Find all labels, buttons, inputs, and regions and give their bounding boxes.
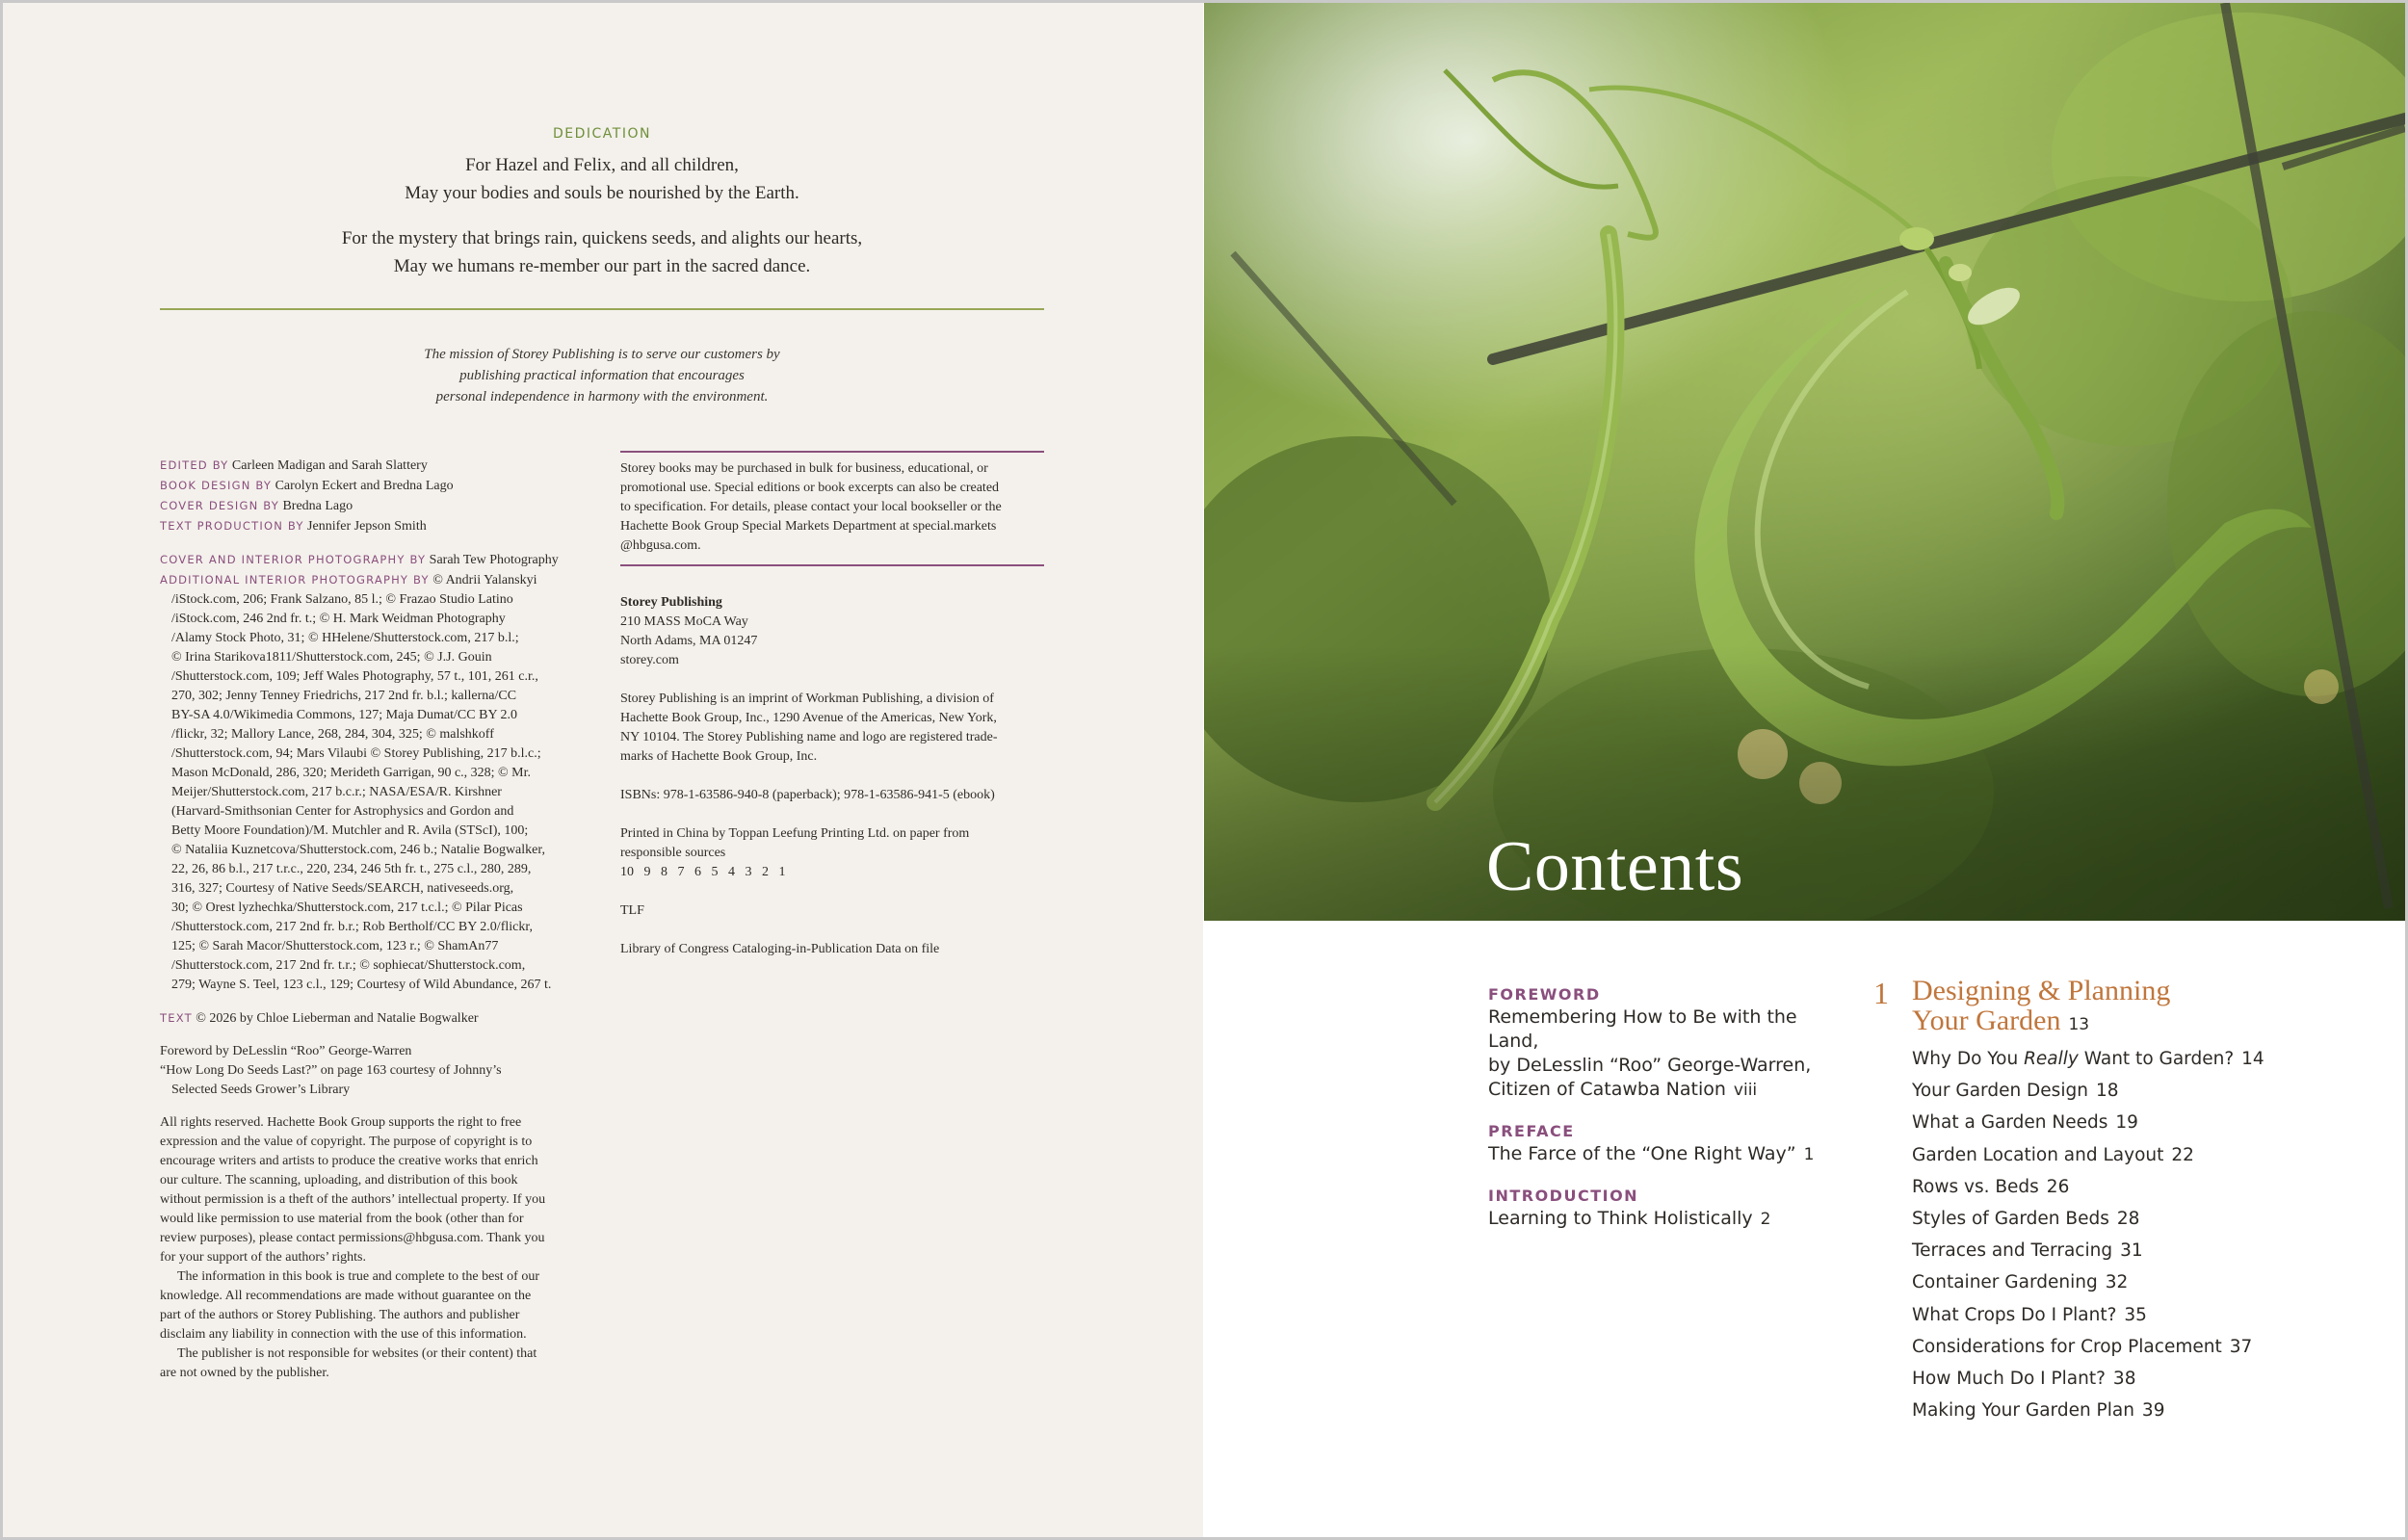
additional-photo-credits (160, 590, 591, 995)
credit-value: Carleen Madigan and Sarah Slattery (231, 458, 428, 473)
entry-text: Container Gardening (1912, 1272, 2098, 1293)
mission-line: publishing practical information that encourages (459, 368, 745, 383)
credit-line (160, 456, 591, 476)
printed-line: Printed in China by Toppan Leefung Printing Ltd. on paper from (620, 826, 970, 841)
credit-label: TEXT PRODUCTION BY (160, 519, 304, 533)
entry-page: 38 (2112, 1369, 2136, 1390)
credit-text-line: Selected Seeds Grower’s Library (171, 1083, 351, 1097)
credit-text-line: /Shutterstock.com, 217 2nd fr. t.r.; © sophiecat/Shutterstock.com, (171, 958, 526, 973)
foreword-credit (160, 1042, 591, 1100)
entry-page: 37 (2229, 1336, 2253, 1357)
toc-entry[interactable] (1912, 1266, 2374, 1298)
front-matter-list (1488, 985, 1816, 1251)
credit-line (160, 550, 591, 570)
chapter-page-number: 13 (2068, 1015, 2090, 1034)
credit-value: Jennifer Jepson Smith (307, 519, 427, 534)
address-line: 210 MASS MoCA Way (620, 614, 748, 629)
credit-text-line: 22, 26, 86 b.l., 217 t.r.c., 220, 234, 246 5th fr. t., 275 c.l., 280, 289, (171, 862, 532, 876)
credit-text-line: /flickr, 32; Mallory Lance, 268, 284, 304, 325; © malshkoff (171, 727, 494, 742)
mission-line: personal independence in harmony with the environment. (435, 389, 769, 405)
publisher-line: The publisher is not responsible for websites (or their content) that (177, 1346, 537, 1361)
dedication-line: May your bodies and souls be nourished by the Earth. (405, 183, 799, 203)
tlf-code: TLF (620, 903, 644, 918)
entry-page: 31 (2120, 1240, 2143, 1262)
toc-entry[interactable] (1912, 1203, 2374, 1235)
entry-text: What Crops Do I Plant? (1912, 1304, 2117, 1325)
toc-entry[interactable] (1912, 1363, 2374, 1395)
bulk-line: Storey books may be purchased in bulk for business, educational, or (620, 461, 988, 476)
credit-text-line: Mason McDonald, 286, 320; Merideth Garrigan, 90 c., 328; © Mr. (171, 766, 532, 780)
text-credit-line (160, 1008, 591, 1029)
info-line: knowledge. All recommendations are made without guarantee on the (160, 1289, 532, 1303)
credit-text-line: /iStock.com, 206; Frank Salzano, 85 l.; © Frazao Studio Latino (171, 592, 513, 607)
credit-value: Sarah Tew Photography (429, 553, 559, 567)
entry-text: Why Do You (1912, 1049, 2025, 1069)
toc-entry-line: Citizen of Catawba Nation (1488, 1079, 1726, 1100)
toc-page-number: 1 (1803, 1145, 1815, 1164)
chapter-entries (1912, 1043, 2374, 1426)
credit-value: © 2026 by Chloe Lieberman and Natalie Bogwalker (196, 1011, 479, 1026)
credit-line (160, 476, 591, 496)
toc-section-label: FOREWORD (1488, 985, 1601, 1004)
rights-line: our culture. The scanning, uploading, and distribution of this book (160, 1173, 518, 1188)
left-page (3, 3, 1203, 1537)
toc-section-label: INTRODUCTION (1488, 1187, 1639, 1205)
chapter-title-line: Your Garden (1912, 1005, 2061, 1036)
bulk-sales-box (620, 451, 1044, 566)
rights-line: for your support of the authors’ rights. (160, 1250, 366, 1265)
contents-title: Contents (1486, 827, 1744, 906)
dedication-line: For Hazel and Felix, and all children, (465, 155, 739, 175)
credit-label: COVER AND INTERIOR PHOTOGRAPHY BY (160, 553, 427, 566)
credit-label: EDITED BY (160, 458, 229, 472)
publisher-address (620, 593, 1044, 670)
credit-text-line: /Alamy Stock Photo, 31; © HHelene/Shutterstock.com, 217 b.l.; (171, 631, 519, 645)
entry-text: Styles of Garden Beds (1912, 1209, 2109, 1230)
chapter-title[interactable] (1912, 976, 2297, 1040)
dedication-line: May we humans re-member our part in the sacred dance. (393, 256, 811, 276)
credit-text-line: /Shutterstock.com, 109; Jeff Wales Photography, 57 t., 101, 261 c.r., (171, 669, 538, 684)
address-line: North Adams, MA 01247 (620, 634, 758, 648)
publisher-name: Storey Publishing (620, 595, 722, 610)
toc-entry-foreword[interactable] (1488, 1005, 1816, 1103)
rights-line: review purposes), please contact permissions@hbgusa.com. Thank you (160, 1231, 545, 1245)
toc-entry[interactable] (1912, 1235, 2374, 1266)
entry-text: Considerations for Crop Placement (1912, 1336, 2222, 1357)
entry-emphasis: Really (2024, 1049, 2079, 1069)
credit-line (160, 516, 591, 536)
toc-page-number: 2 (1760, 1210, 1771, 1229)
credit-text-line: Foreword by DeLesslin “Roo” George-Warren (160, 1044, 412, 1058)
credit-text-line: Meijer/Shutterstock.com, 217 b.c.r.; NASA/ESA/R. Kirshner (171, 785, 502, 799)
right-page (1204, 3, 2405, 1537)
info-line: The information in this book is true and complete to the best of our (177, 1269, 539, 1284)
credit-text-line: /iStock.com, 246 2nd fr. t.; © H. Mark Weidman Photography (171, 612, 506, 626)
credit-text-line: Betty Moore Foundation)/M. Mutchler and R. Avila (STScI), 100; (171, 823, 529, 838)
entry-page: 22 (2171, 1144, 2194, 1165)
print-run-line: 10 9 8 7 6 5 4 3 2 1 (620, 865, 786, 879)
imprint-line: Hachette Book Group, Inc., 1290 Avenue of the Americas, New York, (620, 711, 997, 725)
bulk-line: Hachette Book Group Special Markets Department at special.markets (620, 519, 997, 534)
credit-text-line: 30; © Orest lyzhechka/Shutterstock.com, 217 t.c.l.; © Pilar Picas (171, 901, 523, 915)
credit-label: ADDITIONAL INTERIOR PHOTOGRAPHY BY (160, 573, 430, 587)
rights-line: would like permission to use material from the book (other than for (160, 1212, 524, 1226)
credit-value: Bredna Lago (282, 499, 353, 513)
entry-page: 35 (2124, 1304, 2147, 1325)
publisher-info-column (620, 451, 1044, 979)
credit-text-line: /Shutterstock.com, 94; Mars Vilaubi © Storey Publishing, 217 b.l.c.; (171, 746, 541, 761)
rights-line: without permission is a theft of the authors’ intellectual property. If you (160, 1192, 546, 1207)
entry-page: 19 (2115, 1112, 2138, 1134)
bulk-line: @hbgusa.com. (620, 538, 701, 553)
publisher-line: are not owned by the publisher. (160, 1366, 329, 1380)
entry-text: Your Garden Design (1912, 1081, 2088, 1102)
entry-text: How Much Do I Plant? (1912, 1369, 2106, 1390)
website-link[interactable]: storey.com (620, 653, 679, 667)
dedication-line: For the mystery that brings rain, quickens seeds, and alights our hearts, (341, 228, 863, 248)
info-line: part of the authors or Storey Publishing. The authors and publisher (160, 1308, 520, 1322)
entry-text: Terraces and Terracing (1912, 1240, 2113, 1262)
bulk-line: promotional use. Special editions or book excerpts can also be created (620, 481, 1000, 495)
loc-line: Library of Congress Cataloging-in-Publication Data on file (620, 942, 940, 956)
entry-page: 39 (2141, 1400, 2165, 1422)
credits-column (160, 456, 591, 1383)
bean-pod-photo (1204, 3, 2405, 921)
credit-line (160, 496, 591, 516)
credit-text-line: © Irina Starikova1811/Shutterstock.com, 245; © J.J. Gouin (171, 650, 492, 665)
dedication (160, 126, 1044, 280)
imprint-line: marks of Hachette Book Group, Inc. (620, 749, 818, 764)
toc-entry[interactable] (1912, 1075, 2374, 1107)
rights-paragraph (160, 1113, 591, 1383)
rights-line: encourage writers and artists to produce the creative works that enrich (160, 1154, 538, 1168)
mission-statement (160, 344, 1044, 407)
credit-label: BOOK DESIGN BY (160, 479, 273, 492)
printed-paragraph (620, 824, 1044, 882)
mission-line: The mission of Storey Publishing is to serve our customers by (424, 347, 780, 362)
credit-text-line: BY-SA 4.0/Wikimedia Commons, 127; Maja Dumat/CC BY 2.0 (171, 708, 518, 722)
imprint-paragraph (620, 690, 1044, 767)
entry-page: 26 (2046, 1176, 2070, 1197)
toc-entry[interactable] (1912, 1043, 2374, 1075)
credit-label: TEXT (160, 1011, 193, 1025)
entry-text: Rows vs. Beds (1912, 1176, 2039, 1197)
rights-line: expression and the value of copyright. The purpose of copyright is to (160, 1135, 533, 1149)
toc-entry-line: by DeLesslin “Roo” George-Warren, (1488, 1055, 1812, 1076)
credit-line (160, 570, 591, 590)
entry-text: Making Your Garden Plan (1912, 1400, 2134, 1422)
toc-entry[interactable] (1912, 1171, 2374, 1203)
toc-entry[interactable] (1912, 1331, 2374, 1363)
entry-page: 14 (2241, 1049, 2264, 1069)
credit-text-line: 270, 302; Jenny Tenney Friedrichs, 217 2nd fr. b.l.; kallerna/CC (171, 689, 517, 703)
isbn-line: ISBNs: 978-1-63586-940-8 (paperback); 978-1-63586-941-5 (ebook) (620, 788, 995, 802)
credit-value: Carolyn Eckert and Bredna Lago (275, 479, 454, 493)
credit-value: © Andrii Yalanskyi (432, 573, 537, 587)
chapter-title-line: Designing & Planning (1912, 975, 2171, 1006)
entry-text: What a Garden Needs (1912, 1112, 2108, 1134)
imprint-line: NY 10104. The Storey Publishing name and logo are registered trade- (620, 730, 998, 744)
entry-page: 28 (2116, 1209, 2140, 1230)
bulk-line: to specification. For details, please contact your local bookseller or the (620, 500, 1002, 514)
toc-entry-line: Remembering How to Be with the Land, (1488, 1006, 1797, 1052)
toc-section-label: PREFACE (1488, 1122, 1575, 1140)
toc-entry[interactable] (1912, 1299, 2374, 1331)
credit-text-line: /Shutterstock.com, 217 2nd fr. b.r.; Rob Bertholf/CC BY 2.0/flickr, (171, 920, 533, 934)
entry-text: Garden Location and Layout (1912, 1144, 2164, 1165)
toc-entry-introduction[interactable] (1488, 1207, 1816, 1232)
credit-text-line: 316, 327; Courtesy of Native Seeds/SEARCH, nativeseeds.org, (171, 881, 514, 896)
divider (160, 308, 1044, 310)
entry-page: 18 (2095, 1081, 2119, 1102)
toc-entry[interactable] (1912, 1107, 2374, 1138)
dedication-label: DEDICATION (553, 126, 651, 142)
info-line: disclaim any liability in connection with the use of this information. (160, 1327, 527, 1342)
entry-text: Want to Garden? (2078, 1049, 2235, 1069)
credit-text-line: (Harvard-Smithsonian Center for Astrophysics and Gordon and (171, 804, 514, 819)
chapter-number: 1 (1873, 976, 1889, 1010)
toc-entry-line: Learning to Think Holistically (1488, 1208, 1753, 1229)
toc-entry-line: The Farce of the “One Right Way” (1488, 1143, 1796, 1164)
imprint-line: Storey Publishing is an imprint of Workman Publishing, a division of (620, 692, 994, 706)
entry-page: 32 (2105, 1272, 2129, 1293)
toc-entry-preface[interactable] (1488, 1142, 1816, 1167)
credit-label: COVER DESIGN BY (160, 499, 279, 512)
toc-page-number: viii (1733, 1081, 1758, 1100)
credit-text-line: 125; © Sarah Macor/Shutterstock.com, 123 r.; © ShamAn77 (171, 939, 499, 953)
toc-entry[interactable] (1912, 1139, 2374, 1171)
rights-line: All rights reserved. Hachette Book Group supports the right to free (160, 1115, 522, 1130)
credit-text-line: © Nataliia Kuznetcova/Shutterstock.com, 246 b.; Natalie Bogwalker, (171, 843, 545, 857)
credit-text-line: 279; Wayne S. Teel, 123 c.l., 129; Courtesy of Wild Abundance, 267 t. (171, 978, 552, 992)
toc-entry[interactable] (1912, 1395, 2374, 1426)
printed-line: responsible sources (620, 846, 726, 860)
credit-text-line: “How Long Do Seeds Last?” on page 163 courtesy of Johnny’s (160, 1063, 502, 1078)
